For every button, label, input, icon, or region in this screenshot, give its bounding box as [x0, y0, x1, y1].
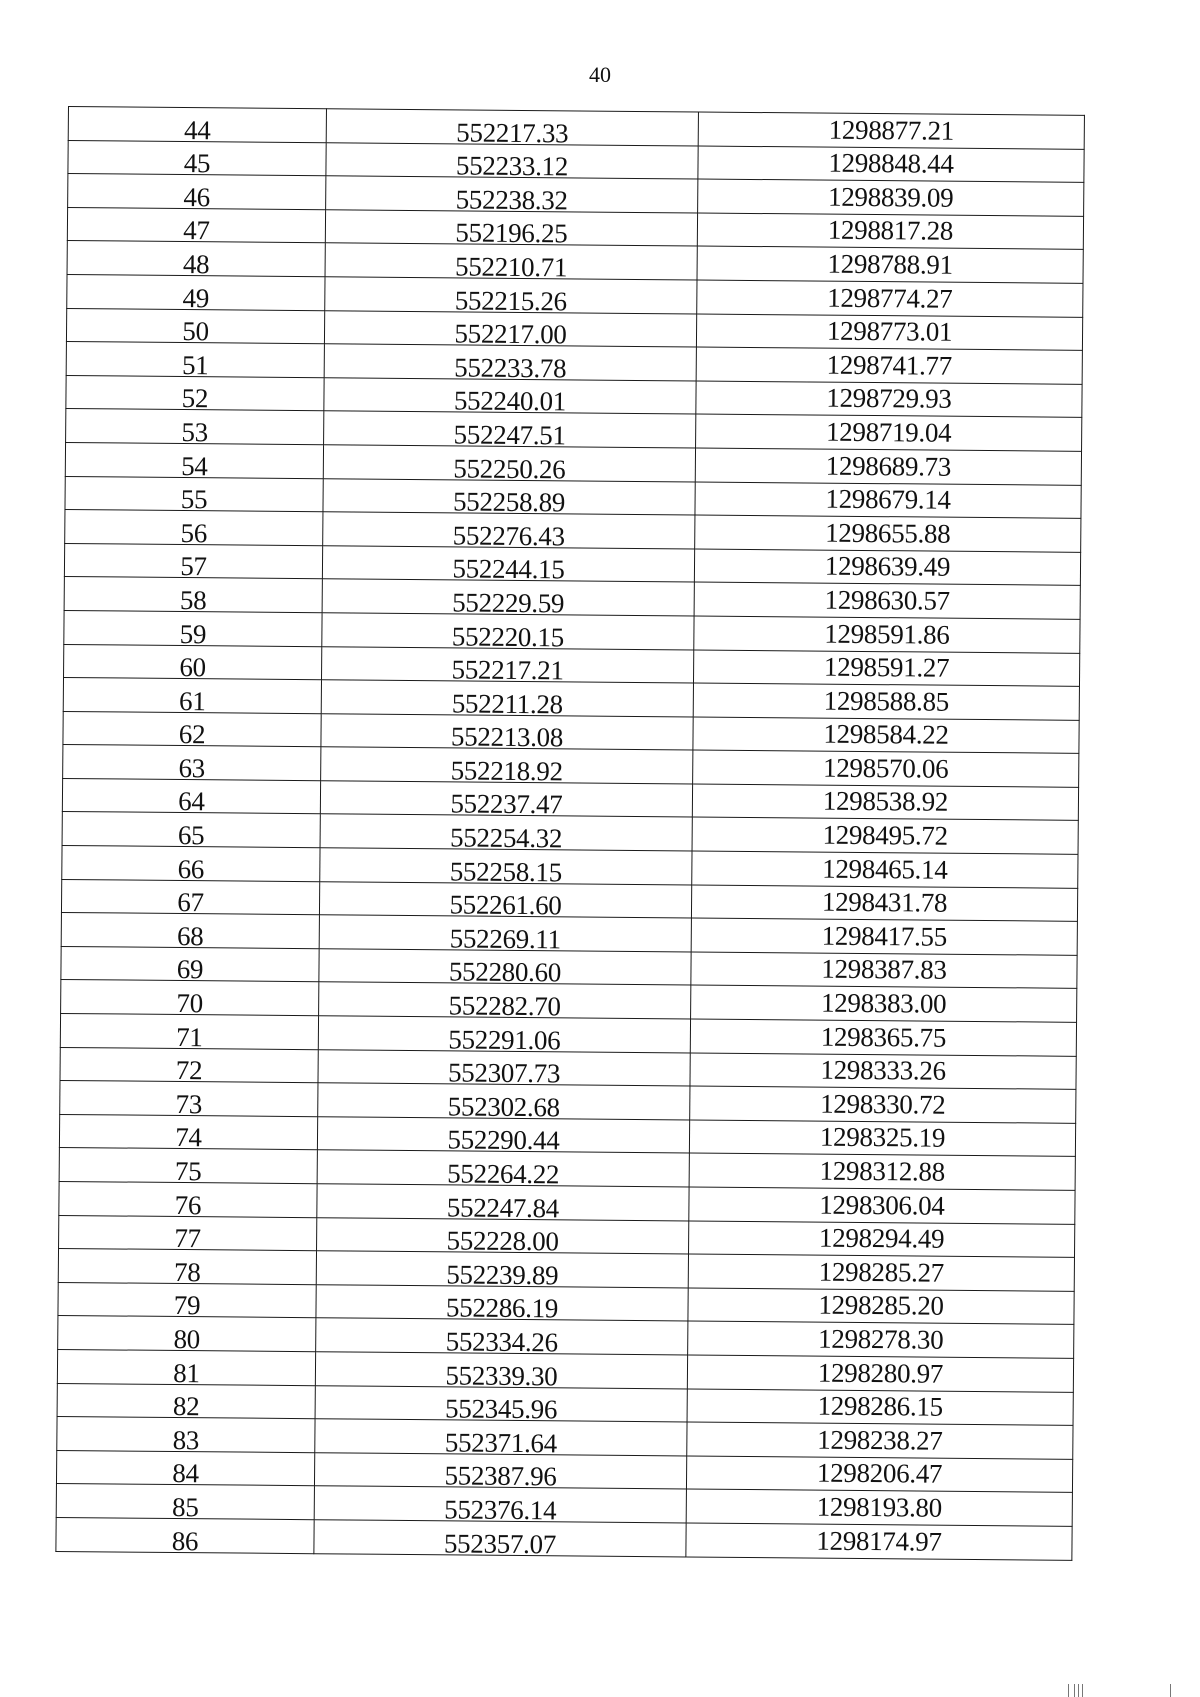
y-coordinate-cell: [693, 750, 1079, 787]
y-coordinate-cell: [692, 851, 1078, 888]
point-number-cell: [58, 1282, 316, 1321]
y-coordinate-text: 1298285.27: [818, 1256, 945, 1288]
point-number-cell: [59, 1215, 317, 1254]
x-coordinate-cell: [322, 545, 694, 585]
y-coordinate-cell: [693, 649, 1079, 686]
point-number-cell: [63, 711, 321, 750]
y-coordinate-cell: [696, 314, 1082, 351]
y-coordinate-cell: [686, 1456, 1072, 1493]
y-coordinate-text: 1298848.44: [828, 147, 954, 179]
point-number-text: 69: [176, 954, 204, 985]
page-number: 40: [589, 62, 611, 87]
point-number-text: 52: [181, 383, 209, 414]
coordinates-table: [55, 106, 1085, 1560]
x-coordinate-text: 552261.60: [449, 889, 562, 921]
x-coordinate-text: 552334.26: [445, 1326, 558, 1358]
x-coordinate-cell: [325, 210, 697, 247]
x-coordinate-cell: [326, 176, 698, 216]
y-coordinate-cell: [698, 179, 1084, 216]
x-coordinate-text: 552339.30: [445, 1359, 558, 1391]
point-number-cell: [64, 543, 322, 582]
point-number-cell: [60, 1081, 318, 1120]
point-number-text: 85: [171, 1491, 199, 1523]
y-coordinate-text: 1298679.14: [825, 483, 951, 515]
y-coordinate-text: 1298238.27: [817, 1424, 943, 1456]
y-coordinate-text: 1298193.80: [816, 1491, 943, 1523]
point-number-text: 53: [181, 416, 208, 448]
x-coordinate-cell: [317, 1117, 689, 1154]
y-coordinate-cell: [689, 1120, 1075, 1157]
point-number-text: 49: [182, 282, 210, 313]
point-number-cell: [58, 1316, 316, 1355]
point-number-cell: [61, 879, 319, 918]
x-coordinate-text: 552228.00: [446, 1225, 559, 1257]
point-number-cell: [64, 644, 322, 683]
point-number-text: 50: [182, 316, 209, 347]
point-number-text: 57: [180, 551, 207, 582]
point-number-cell: [57, 1417, 315, 1453]
x-coordinate-cell: [321, 680, 693, 720]
y-coordinate-text: 1298788.91: [827, 248, 953, 280]
x-coordinate-cell: [316, 1251, 688, 1291]
x-coordinate-text: 552215.26: [454, 284, 567, 316]
y-coordinate-text: 1298417.55: [821, 920, 948, 952]
point-number-cell: [60, 1014, 318, 1050]
x-coordinate-cell: [320, 814, 692, 854]
x-coordinate-text: 552217.00: [454, 318, 567, 350]
y-coordinate-text: 1298655.88: [825, 517, 951, 549]
x-coordinate-text: 552276.43: [452, 520, 565, 552]
point-number-text: 71: [176, 1021, 203, 1052]
point-number-cell: [62, 812, 320, 851]
point-number-text: 59: [179, 618, 207, 649]
x-coordinate-text: 552357.07: [443, 1527, 557, 1559]
x-coordinate-cell: [314, 1452, 686, 1492]
x-coordinate-text: 552229.59: [452, 587, 565, 619]
point-number-text: 75: [174, 1155, 202, 1187]
x-coordinate-text: 552211.28: [451, 688, 563, 720]
x-coordinate-text: 552376.14: [444, 1494, 557, 1526]
y-coordinate-text: 1298174.97: [816, 1525, 942, 1557]
x-coordinate-text: 552250.26: [453, 452, 566, 484]
x-coordinate-cell: [321, 713, 693, 753]
y-coordinate-cell: [690, 1053, 1076, 1090]
y-coordinate-text: 1298278.30: [818, 1323, 944, 1355]
y-coordinate-cell: [686, 1523, 1072, 1560]
y-coordinate-text: 1298639.49: [824, 550, 951, 583]
x-coordinate-text: 552345.96: [444, 1393, 558, 1425]
point-number-cell: [56, 1450, 314, 1489]
y-coordinate-text: 1298465.14: [822, 853, 948, 885]
y-coordinate-cell: [695, 448, 1081, 485]
x-coordinate-cell: [323, 445, 695, 482]
point-number-text: 62: [178, 719, 206, 750]
x-coordinate-text: 552247.84: [446, 1191, 560, 1223]
x-coordinate-text: 552280.60: [448, 956, 562, 988]
x-coordinate-cell: [314, 1486, 686, 1526]
y-coordinate-text: 1298294.49: [818, 1222, 945, 1254]
y-coordinate-text: 1298365.75: [820, 1021, 947, 1053]
x-coordinate-text: 552233.12: [455, 150, 569, 182]
point-number-text: 79: [173, 1290, 201, 1321]
point-number-text: 78: [173, 1256, 201, 1287]
point-number-text: 61: [178, 685, 206, 716]
y-coordinate-cell: [694, 582, 1080, 619]
y-coordinate-text: 1298286.15: [817, 1390, 943, 1422]
y-coordinate-cell: [690, 1086, 1076, 1123]
x-coordinate-text: 552244.15: [452, 553, 565, 585]
point-number-text: 68: [176, 920, 204, 952]
point-number-cell: [68, 140, 326, 179]
x-coordinate-text: 552291.06: [448, 1023, 561, 1055]
point-number-text: 58: [179, 584, 207, 616]
point-number-cell: [64, 610, 322, 649]
point-number-text: 81: [173, 1357, 200, 1388]
x-coordinate-text: 552286.19: [445, 1292, 559, 1324]
point-number-cell: [65, 442, 323, 481]
y-coordinate-cell: [691, 885, 1077, 922]
y-coordinate-text: 1298330.72: [820, 1088, 946, 1120]
point-number-cell: [56, 1484, 314, 1523]
y-coordinate-text: 1298839.09: [827, 181, 954, 213]
x-coordinate-text: 552237.47: [450, 788, 563, 820]
point-number-text: 44: [183, 114, 211, 145]
point-number-cell: [66, 409, 324, 448]
y-coordinate-cell: [696, 347, 1082, 384]
x-coordinate-text: 552196.25: [455, 217, 568, 249]
point-number-cell: [59, 1181, 317, 1220]
x-coordinate-cell: [317, 1184, 689, 1221]
y-coordinate-cell: [697, 213, 1083, 250]
y-coordinate-text: 1298630.57: [824, 584, 950, 616]
y-coordinate-cell: [688, 1321, 1074, 1358]
x-coordinate-text: 552220.15: [451, 620, 565, 652]
x-coordinate-cell: [315, 1419, 687, 1459]
x-coordinate-text: 552217.21: [451, 654, 564, 686]
x-coordinate-text: 552217.33: [456, 116, 569, 148]
point-number-cell: [63, 745, 321, 784]
point-number-cell: [56, 1517, 314, 1556]
point-number-cell: [66, 308, 324, 347]
x-coordinate-text: 552239.89: [446, 1259, 559, 1291]
y-coordinate-cell: [696, 414, 1082, 451]
y-coordinate-cell: [688, 1288, 1074, 1325]
point-number-text: 55: [180, 484, 208, 515]
point-number-text: 51: [181, 349, 209, 380]
x-coordinate-cell: [320, 781, 692, 818]
y-coordinate-text: 1298312.88: [819, 1155, 945, 1187]
x-coordinate-text: 552290.44: [447, 1124, 560, 1156]
y-coordinate-text: 1298333.26: [820, 1054, 946, 1086]
point-number-cell: [65, 510, 323, 546]
y-coordinate-cell: [693, 717, 1079, 754]
y-coordinate-cell: [696, 381, 1082, 418]
y-coordinate-text: 1298729.93: [826, 382, 952, 415]
y-coordinate-cell: [698, 146, 1084, 183]
point-number-text: 54: [181, 450, 208, 481]
x-coordinate-cell: [320, 848, 692, 885]
y-coordinate-text: 1298741.77: [826, 349, 953, 381]
y-coordinate-text: 1298285.20: [818, 1289, 944, 1322]
y-coordinate-text: 1298773.01: [826, 315, 953, 347]
x-coordinate-cell: [324, 344, 696, 384]
y-coordinate-text: 1298280.97: [817, 1357, 944, 1389]
point-number-text: 86: [171, 1525, 199, 1556]
y-coordinate-text: 1298591.27: [823, 651, 950, 683]
x-coordinate-text: 552254.32: [449, 822, 563, 854]
x-coordinate-text: 552282.70: [448, 990, 561, 1022]
point-number-cell: [65, 476, 323, 515]
point-number-cell: [62, 778, 320, 817]
point-number-cell: [68, 174, 326, 213]
x-coordinate-text: 552302.68: [447, 1091, 560, 1123]
y-coordinate-text: 1298387.83: [821, 954, 947, 986]
y-coordinate-text: 1298570.06: [822, 752, 949, 784]
x-coordinate-text: 552247.51: [453, 419, 566, 451]
x-coordinate-cell: [317, 1150, 689, 1190]
y-coordinate-cell: [694, 549, 1080, 586]
y-coordinate-text: 1298383.00: [820, 987, 947, 1019]
y-coordinate-cell: [689, 1187, 1075, 1224]
y-coordinate-text: 1298774.27: [827, 282, 953, 314]
y-coordinate-text: 1298719.04: [825, 416, 952, 448]
x-coordinate-text: 552371.64: [444, 1427, 558, 1459]
point-number-cell: [62, 846, 320, 882]
point-number-cell: [63, 678, 321, 714]
point-number-cell: [67, 274, 325, 313]
x-coordinate-cell: [323, 512, 695, 552]
x-coordinate-cell: [318, 1083, 690, 1123]
x-coordinate-cell: [326, 109, 698, 146]
x-coordinate-cell: [324, 411, 696, 451]
x-coordinate-text: 552264.22: [447, 1158, 560, 1190]
point-number-cell: [58, 1249, 316, 1285]
x-coordinate-cell: [322, 613, 694, 650]
y-coordinate-text: 1298584.22: [823, 718, 949, 750]
point-number-cell: [60, 1047, 318, 1086]
y-coordinate-text: 1298495.72: [822, 819, 948, 851]
y-coordinate-cell: [692, 784, 1078, 821]
point-number-cell: [59, 1148, 317, 1187]
point-number-text: 56: [180, 517, 208, 548]
point-number-cell: [67, 241, 325, 280]
x-coordinate-text: 552258.15: [449, 856, 562, 887]
y-coordinate-text: 1298538.92: [822, 786, 949, 818]
y-coordinate-cell: [698, 112, 1084, 149]
point-number-text: 76: [174, 1189, 202, 1220]
point-number-text: 66: [177, 853, 205, 884]
point-number-cell: [68, 107, 326, 143]
point-number-text: 64: [178, 786, 205, 817]
y-coordinate-cell: [687, 1389, 1073, 1426]
point-number-cell: [67, 207, 325, 246]
coordinates-table-body: [56, 107, 1085, 1560]
point-number-text: 67: [177, 887, 204, 918]
y-coordinate-text: 1298206.47: [816, 1457, 943, 1490]
x-coordinate-cell: [318, 1049, 690, 1089]
x-coordinate-text: 552269.11: [449, 923, 561, 955]
y-coordinate-cell: [695, 515, 1081, 552]
x-coordinate-text: 552240.01: [453, 385, 567, 417]
y-coordinate-cell: [697, 246, 1083, 283]
point-number-text: 72: [175, 1055, 203, 1086]
x-coordinate-cell: [318, 1016, 690, 1053]
y-coordinate-cell: [697, 280, 1083, 317]
y-coordinate-text: 1298689.73: [825, 450, 952, 482]
point-number-text: 73: [175, 1088, 203, 1120]
x-coordinate-cell: [319, 915, 691, 955]
y-coordinate-text: 1298877.21: [828, 114, 955, 146]
point-number-text: 60: [179, 652, 206, 683]
point-number-text: 47: [183, 215, 210, 246]
point-number-text: 80: [173, 1323, 201, 1355]
y-coordinate-text: 1298591.86: [824, 618, 950, 650]
y-coordinate-cell: [693, 683, 1079, 720]
point-number-text: 82: [172, 1391, 200, 1422]
point-number-text: 48: [182, 248, 210, 280]
y-coordinate-text: 1298817.28: [827, 215, 954, 247]
point-number-text: 63: [178, 752, 206, 784]
y-coordinate-text: 1298431.78: [821, 886, 948, 918]
point-number-text: 84: [172, 1458, 199, 1489]
x-coordinate-text: 552210.71: [454, 251, 568, 283]
point-number-text: 83: [172, 1424, 200, 1455]
y-coordinate-cell: [689, 1153, 1075, 1190]
y-coordinate-cell: [691, 918, 1077, 955]
x-coordinate-text: 552238.32: [455, 184, 568, 216]
y-coordinate-text: 1298588.85: [823, 685, 950, 717]
y-coordinate-cell: [689, 1221, 1075, 1258]
x-coordinate-cell: [316, 1284, 688, 1324]
x-coordinate-text: 552387.96: [444, 1460, 557, 1492]
point-number-cell: [64, 577, 322, 616]
x-coordinate-cell: [319, 881, 691, 921]
x-coordinate-cell: [324, 377, 696, 417]
x-coordinate-text: 552218.92: [450, 755, 563, 787]
point-number-cell: [61, 946, 319, 985]
x-coordinate-text: 552213.08: [450, 721, 564, 753]
y-coordinate-cell: [690, 1019, 1076, 1056]
x-coordinate-cell: [321, 747, 693, 787]
x-coordinate-cell: [325, 277, 697, 314]
y-coordinate-cell: [686, 1489, 1072, 1526]
x-coordinate-cell: [319, 949, 691, 986]
y-coordinate-cell: [691, 985, 1077, 1022]
scan-edge-marks: [1060, 1680, 1190, 1697]
point-number-cell: [57, 1349, 315, 1388]
x-coordinate-cell: [314, 1520, 686, 1557]
x-coordinate-text: 552233.78: [454, 352, 567, 384]
x-coordinate-cell: [322, 579, 694, 619]
y-coordinate-cell: [691, 952, 1077, 989]
y-coordinate-text: 1298325.19: [819, 1122, 946, 1154]
point-number-cell: [61, 913, 319, 952]
point-number-text: 77: [174, 1223, 201, 1254]
y-coordinate-cell: [688, 1254, 1074, 1291]
x-coordinate-cell: [316, 1318, 688, 1358]
y-coordinate-cell: [694, 616, 1080, 653]
point-number-cell: [57, 1383, 315, 1422]
point-number-cell: [66, 375, 324, 414]
x-coordinate-cell: [325, 243, 697, 283]
x-coordinate-text: 552258.89: [452, 486, 566, 518]
point-number-text: 70: [176, 988, 204, 1019]
x-coordinate-text: 552307.73: [447, 1057, 561, 1089]
y-coordinate-cell: [695, 482, 1081, 519]
y-coordinate-text: 1298306.04: [819, 1189, 945, 1221]
y-coordinate-cell: [687, 1422, 1073, 1459]
x-coordinate-cell: [319, 982, 691, 1022]
y-coordinate-cell: [692, 817, 1078, 854]
point-number-text: 65: [177, 820, 205, 851]
x-coordinate-cell: [315, 1352, 687, 1389]
point-number-text: 46: [183, 181, 211, 213]
point-number-cell: [66, 342, 324, 378]
point-number-cell: [61, 980, 319, 1019]
point-number-cell: [59, 1114, 317, 1153]
y-coordinate-cell: [687, 1355, 1073, 1392]
point-number-text: 45: [183, 148, 211, 179]
point-number-text: 74: [175, 1122, 202, 1153]
